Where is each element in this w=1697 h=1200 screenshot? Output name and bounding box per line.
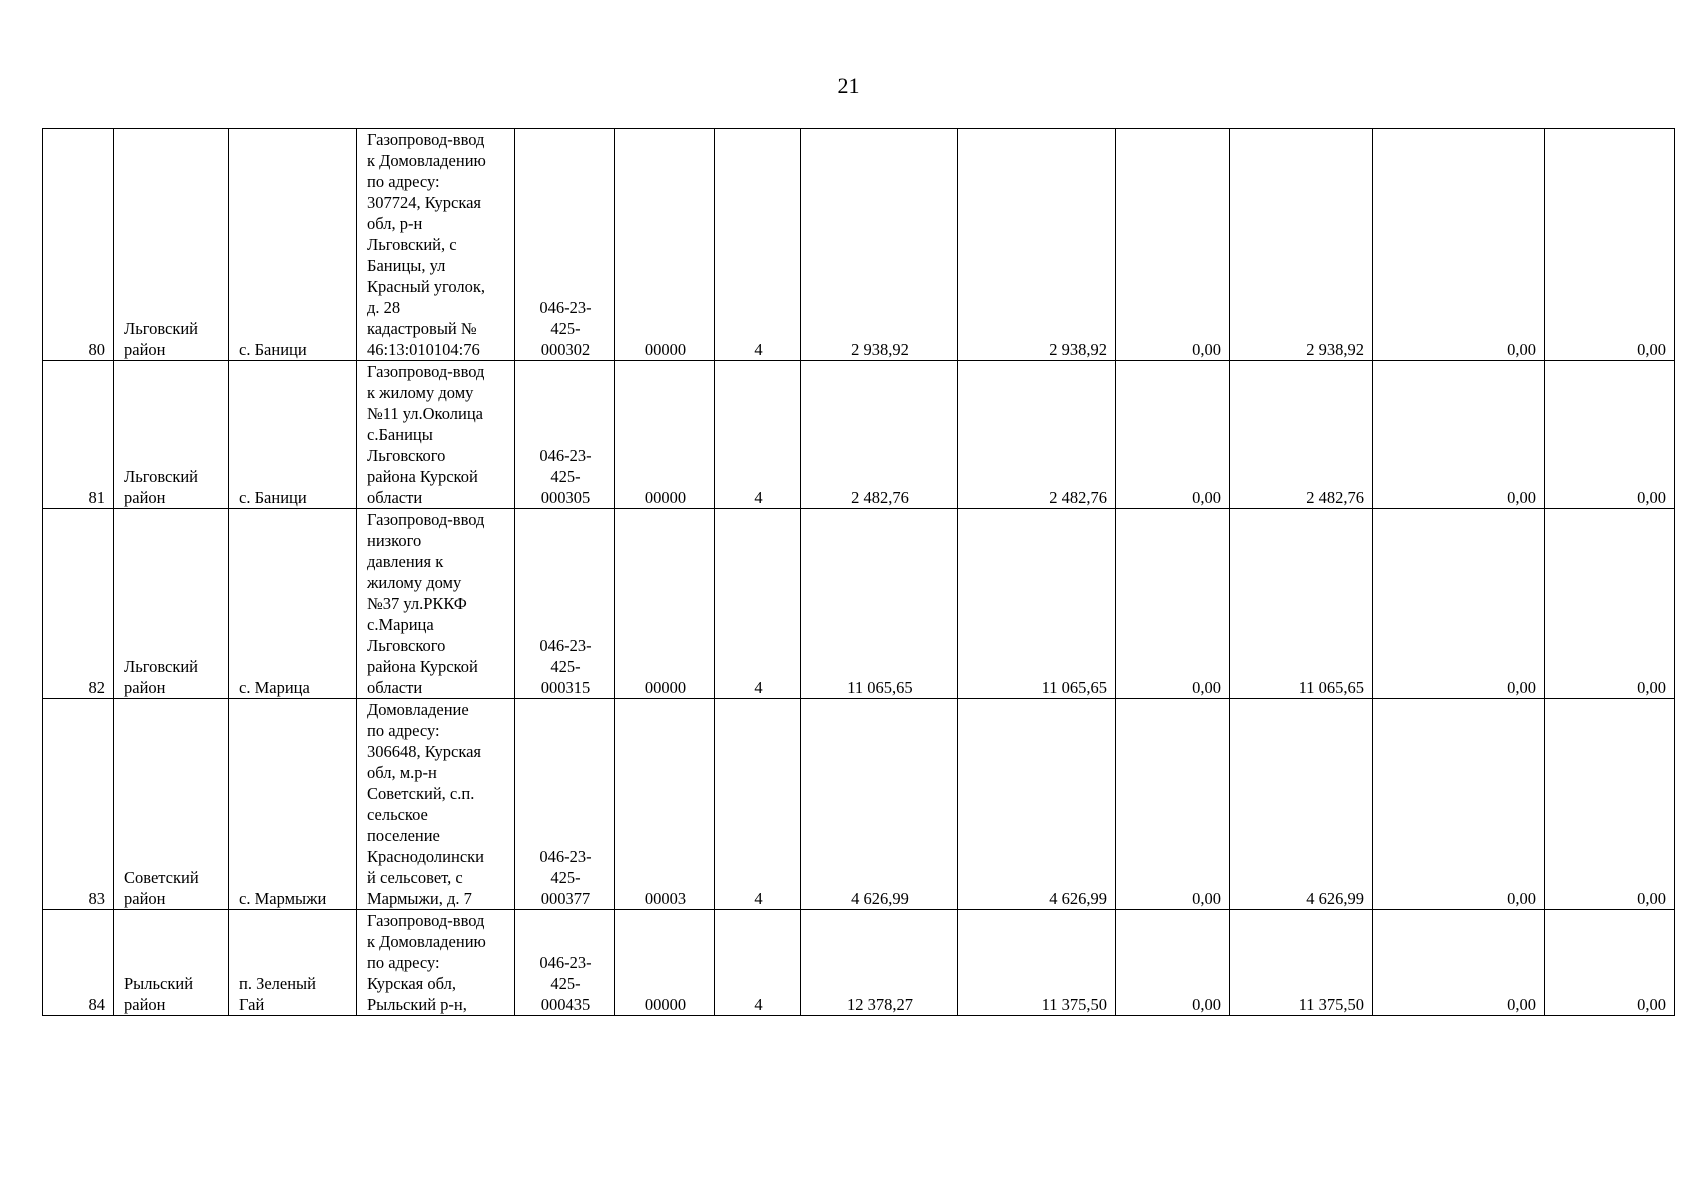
object-description-cell: Домовладение по адресу: 306648, Курская обл, м.р-н Советский, с.п. сельское поселение Краснодолински й сельсовет, с Мармыжи, д. 7 — [357, 699, 515, 910]
value-3-cell: 0,00 — [1116, 910, 1230, 1016]
locality-cell: с. Баници — [229, 129, 357, 361]
value-4-cell: 2 482,76 — [1230, 361, 1373, 509]
value-6-cell: 0,00 — [1545, 699, 1675, 910]
value-6-cell: 0,00 — [1545, 129, 1675, 361]
locality-cell: с. Баници — [229, 361, 357, 509]
locality-cell: с. Мармыжи — [229, 699, 357, 910]
value-6-cell: 0,00 — [1545, 509, 1675, 699]
sub-code-cell: 00003 — [615, 699, 715, 910]
table-row — [43, 509, 1675, 699]
row-number: 84 — [43, 910, 114, 1016]
object-code-cell: 046-23- 425- 000305 — [515, 361, 615, 509]
value-1-cell: 4 626,99 — [801, 699, 958, 910]
category-cell: 4 — [715, 910, 801, 1016]
district-cell: Советский район — [114, 699, 229, 910]
category-cell: 4 — [715, 699, 801, 910]
object-code-cell: 046-23- 425- 000315 — [515, 509, 615, 699]
sub-code-cell: 00000 — [615, 910, 715, 1016]
object-code-cell: 046-23- 425- 000435 — [515, 910, 615, 1016]
value-2-cell: 11 065,65 — [958, 509, 1116, 699]
value-5-cell: 0,00 — [1373, 699, 1545, 910]
value-4-cell: 2 938,92 — [1230, 129, 1373, 361]
value-3-cell: 0,00 — [1116, 361, 1230, 509]
page-number: 21 — [837, 73, 860, 98]
value-2-cell: 4 626,99 — [958, 699, 1116, 910]
value-2-cell: 11 375,50 — [958, 910, 1116, 1016]
value-1-cell: 2 482,76 — [801, 361, 958, 509]
data-table — [42, 128, 1675, 1016]
object-description-cell: Газопровод-ввод к Домовладению по адресу: Курская обл, Рыльский р-н, — [357, 910, 515, 1016]
value-1-cell: 12 378,27 — [801, 910, 958, 1016]
district-cell: Льговский район — [114, 361, 229, 509]
value-2-cell: 2 482,76 — [958, 361, 1116, 509]
value-4-cell: 11 065,65 — [1230, 509, 1373, 699]
district-cell: Льговский район — [114, 509, 229, 699]
value-5-cell: 0,00 — [1373, 129, 1545, 361]
value-4-cell: 11 375,50 — [1230, 910, 1373, 1016]
locality-cell: с. Марица — [229, 509, 357, 699]
value-2-cell: 2 938,92 — [958, 129, 1116, 361]
row-number: 80 — [43, 129, 114, 361]
table-row — [43, 910, 1675, 1016]
row-number: 83 — [43, 699, 114, 910]
table-row — [43, 699, 1675, 910]
sub-code-cell: 00000 — [615, 129, 715, 361]
object-description-cell: Газопровод-ввод к Домовладению по адресу: 307724, Курская обл, р-н Льговский, с Баницы, ул Красный уголок, д. 28 кадастровый № 46:13:010104:76 — [357, 129, 515, 361]
value-5-cell: 0,00 — [1373, 361, 1545, 509]
value-6-cell: 0,00 — [1545, 910, 1675, 1016]
row-number: 82 — [43, 509, 114, 699]
district-cell: Льговский район — [114, 129, 229, 361]
value-3-cell: 0,00 — [1116, 129, 1230, 361]
row-number: 81 — [43, 361, 114, 509]
table-row — [43, 361, 1675, 509]
category-cell: 4 — [715, 361, 801, 509]
table-row — [43, 129, 1675, 361]
object-description-cell: Газопровод-ввод низкого давления к жилому дому №37 ул.РККФ с.Марица Льговского района Курской области — [357, 509, 515, 699]
value-6-cell: 0,00 — [1545, 361, 1675, 509]
category-cell: 4 — [715, 509, 801, 699]
value-1-cell: 11 065,65 — [801, 509, 958, 699]
district-cell: Рыльский район — [114, 910, 229, 1016]
sub-code-cell: 00000 — [615, 509, 715, 699]
value-5-cell: 0,00 — [1373, 509, 1545, 699]
value-4-cell: 4 626,99 — [1230, 699, 1373, 910]
value-1-cell: 2 938,92 — [801, 129, 958, 361]
object-code-cell: 046-23- 425- 000377 — [515, 699, 615, 910]
locality-cell: п. Зеленый Гай — [229, 910, 357, 1016]
value-5-cell: 0,00 — [1373, 910, 1545, 1016]
value-3-cell: 0,00 — [1116, 699, 1230, 910]
value-3-cell: 0,00 — [1116, 509, 1230, 699]
object-code-cell: 046-23- 425- 000302 — [515, 129, 615, 361]
sub-code-cell: 00000 — [615, 361, 715, 509]
object-description-cell: Газопровод-ввод к жилому дому №11 ул.Околица с.Баницы Льговского района Курской области — [357, 361, 515, 509]
category-cell: 4 — [715, 129, 801, 361]
